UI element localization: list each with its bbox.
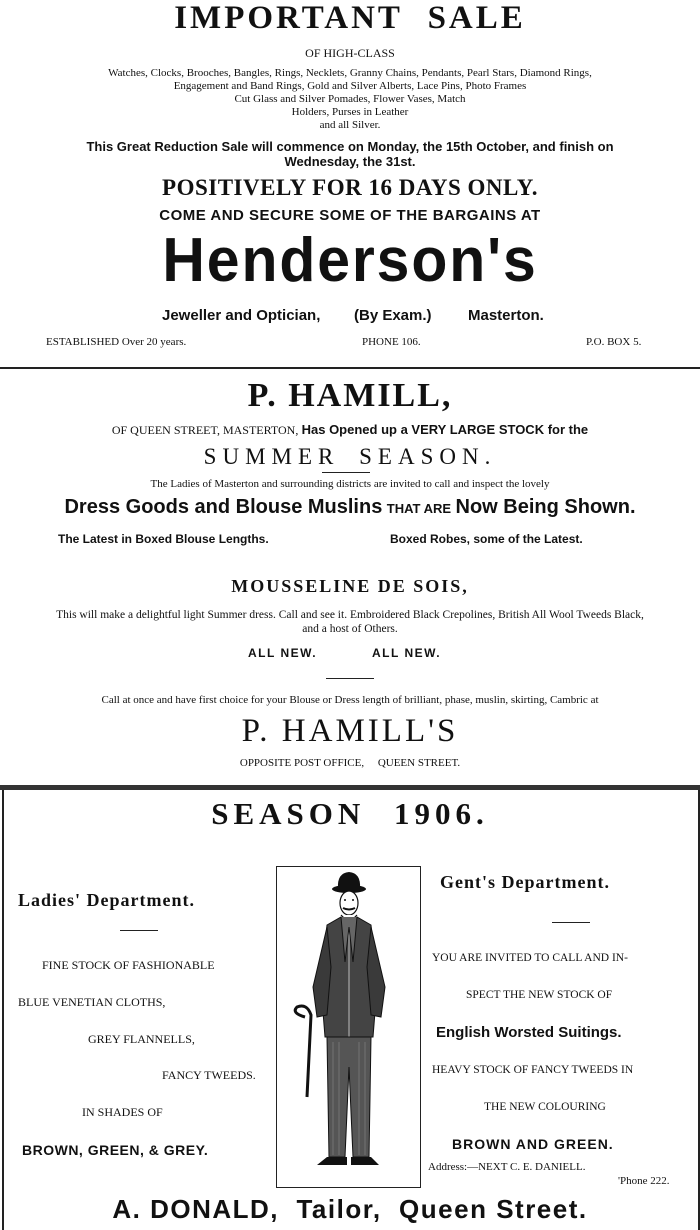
phone-text: PHONE 106. [362,336,421,348]
bargains-line: COME AND SECURE SOME OF THE BARGAINS AT [159,207,541,224]
sale-items-line-5: and all Silver. [319,119,381,131]
ladies-line-4: FANCY TWEEDS. [162,1068,256,1082]
season-underline [322,472,370,473]
boxed-robes-text: Boxed Robes, some of the Latest. [390,532,583,546]
hamills-shop: P. HAMILL'S [241,713,459,749]
delight-line-1: This will make a delightful light Summer dress. Call and see it. Embroidered Black Crepolines, British All Wool Tweeds Black, [56,609,644,621]
all-new-1: ALL NEW. [248,646,318,660]
ladies-heading: Ladies' Department. [18,890,195,910]
hamill-line-1 [0,422,700,438]
ladies-line-3: GREY FLANNELLS, [88,1032,195,1046]
dress-goods-text: Dress Goods and Blouse Muslins [64,496,383,518]
established-text: ESTABLISHED Over 20 years. [46,336,187,348]
dress-goods-line [0,496,700,519]
now-shown-text: Now Being Shown. [455,496,636,518]
summer-season: SUMMER SEASON. [203,444,497,469]
hamill-stock-text: Has Opened up a VERY LARGE STOCK for the [301,422,589,437]
sale-subheading: OF HIGH-CLASS [305,46,395,60]
ladies-line-6: BROWN, GREEN, & GREY. [22,1142,209,1158]
ladies-line-2: BLUE VENETIAN CLOTHS, [18,995,166,1009]
town-text: Masterton. [468,307,544,324]
sale-dates-line-2: Wednesday, the 31st. [284,154,416,169]
gents-line-6: BROWN AND GREEN. [452,1136,614,1152]
ladies-rule [120,930,158,931]
all-new-underline [326,678,374,679]
profession-text: Jeweller and Optician, [162,307,321,324]
all-new-2: ALL NEW. [372,646,442,660]
sale-items-line-2: Engagement and Band Rings, Gold and Silver Alberts, Lace Pins, Photo Frames [173,80,527,92]
hamill-name: P. HAMILL, [247,377,453,414]
tailor-illustration [276,866,421,1188]
boxed-blouse-text: The Latest in Boxed Blouse Lengths. [58,532,269,546]
donald-footer: A. DONALD, Tailor, Queen Street. [112,1194,588,1224]
gents-line-3: English Worsted Suitings. [436,1024,622,1041]
gents-address: Address:—NEXT C. E. DANIELL. [428,1161,586,1173]
ladies-line-1: FINE STOCK OF FASHIONABLE [42,958,215,972]
sale-items-line-4: Holders, Purses in Leather [291,106,409,118]
call-line: Call at once and have first choice for your Blouse or Dress length of brilliant, phase, muslin, skirting, Cambric at [101,694,599,706]
hendersons-logo: Henderson's [162,226,538,295]
gents-line-2: SPECT THE NEW STOCK OF [466,989,613,1001]
delight-line-2: and a host of Others. [302,623,398,635]
gents-line-4: HEAVY STOCK OF FANCY TWEEDS IN [432,1064,634,1076]
sale-items-line-1: Watches, Clocks, Brooches, Bangles, Rings, Necklets, Granny Chains, Pendants, Pearl Stars, Diamond Rings, [108,67,592,79]
hamill-address-text: OF QUEEN STREET, MASTERTON, [111,423,299,437]
gents-rule [552,922,590,923]
sale-dates-line-1: This Great Reduction Sale will commence on Monday, the 15th October, and finish on [86,139,614,154]
ladies-line-5: IN SHADES OF [82,1105,163,1119]
divider-1 [0,367,700,369]
gentleman-figure-icon [277,867,420,1187]
exam-text: (By Exam.) [354,307,432,324]
po-box-text: P.O. BOX 5. [586,336,642,348]
sale-items-line-3: Cut Glass and Silver Pomades, Flower Vases, Match [234,93,466,105]
hamill-address: OPPOSITE POST OFFICE, QUEEN STREET. [239,757,461,769]
gents-line-1: YOU ARE INVITED TO CALL AND IN- [432,952,628,964]
positively-line: POSITIVELY FOR 16 DAYS ONLY. [162,175,538,200]
that-are-text: THAT ARE [386,501,452,516]
gents-phone: 'Phone 222. [618,1175,670,1187]
sale-headline: IMPORTANT SALE [174,0,526,36]
gents-line-5: THE NEW COLOURING [484,1101,606,1113]
season-title: SEASON 1906. [211,796,489,831]
ladies-invite: The Ladies of Masterton and surrounding districts are invited to call and inspect the lovely [150,478,550,490]
gents-heading: Gent's Department. [440,872,610,892]
mousseline-heading: MOUSSELINE DE SOIS, [231,576,469,596]
